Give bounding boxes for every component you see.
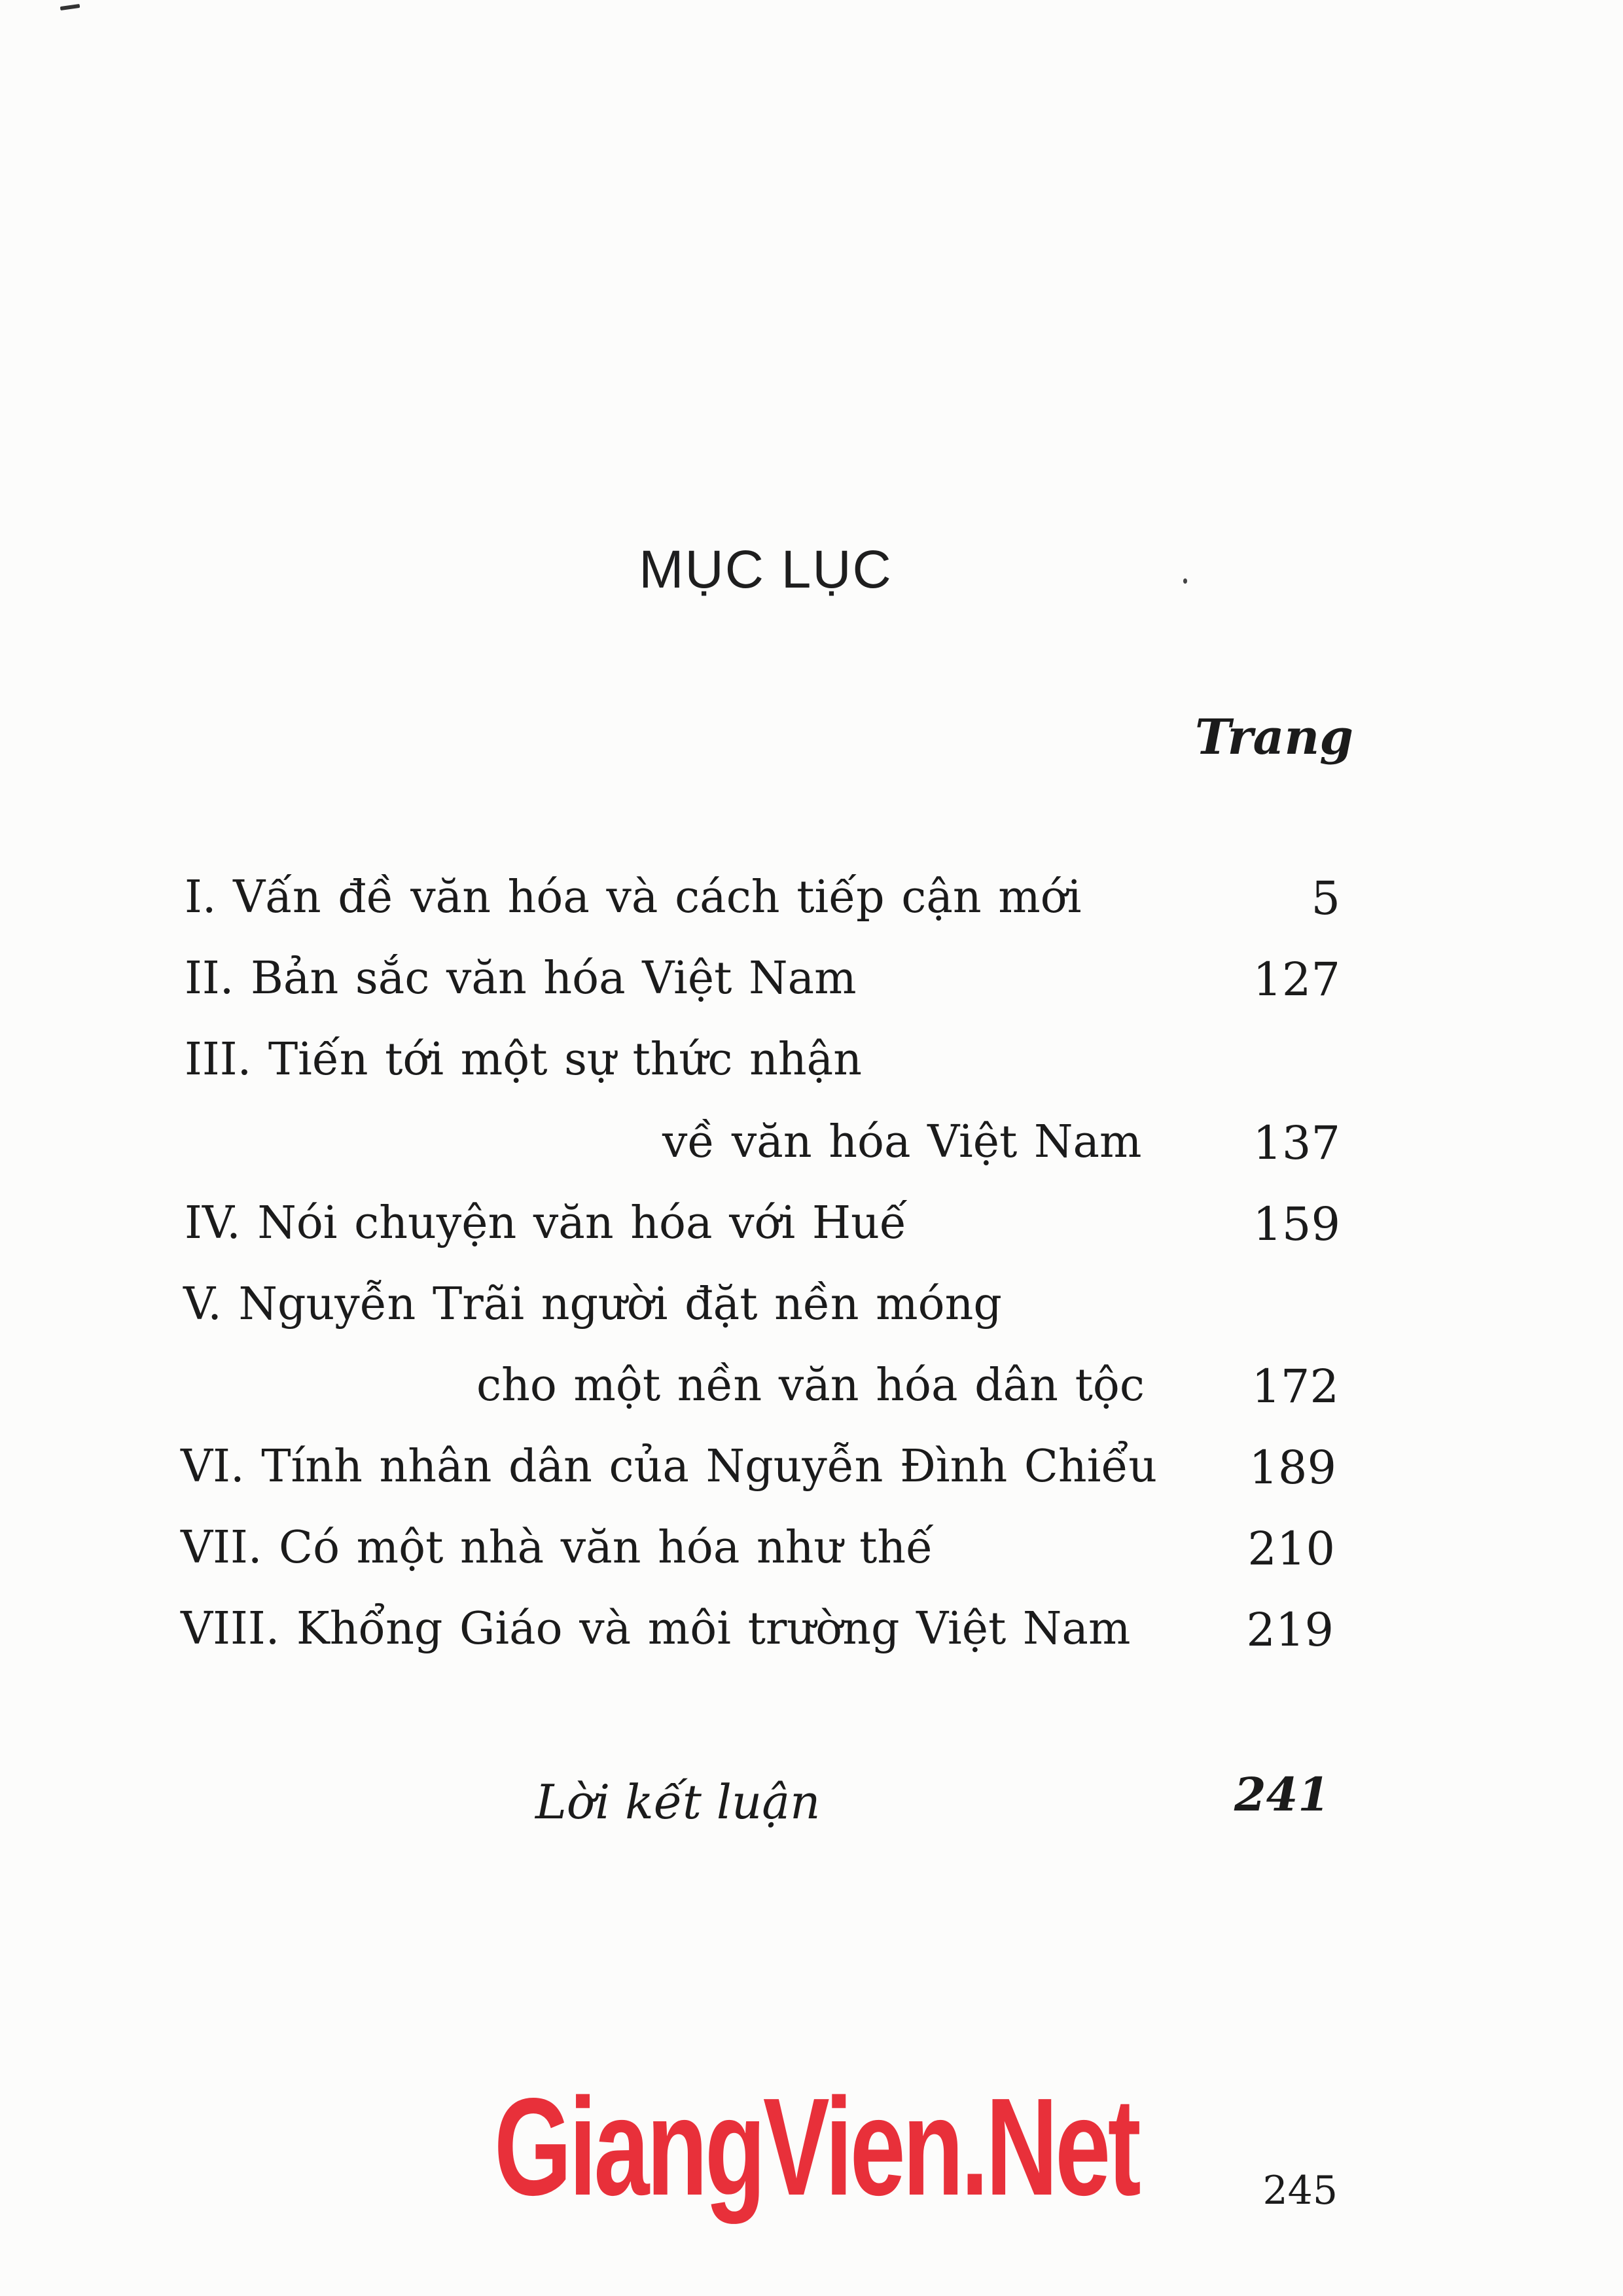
toc-entry-8-title: VIII. Khổng Giáo và môi trường Việt Nam [181, 1603, 1131, 1655]
toc-entry-7-title: VII. Có một nhà văn hóa như thế [181, 1522, 933, 1574]
toc-entry-3-title: III. Tiến tới một sự thức nhận [185, 1034, 863, 1086]
page-title: MỤC LỤC [639, 540, 893, 599]
toc-entry-4-page: 159 [1253, 1197, 1340, 1251]
toc-entry-4-title: IV. Nói chuyện văn hóa với Huế [185, 1197, 907, 1249]
scan-corner-mark [60, 4, 80, 10]
page-number: 245 [1262, 2168, 1338, 2214]
toc-entry-6-title: VI. Tính nhân dân của Nguyễn Đình Chiểu [181, 1441, 1158, 1492]
toc-entry-6-page: 189 [1249, 1441, 1336, 1494]
toc-entry-3-title-continued: về văn hóa Việt Nam [662, 1116, 1142, 1168]
toc-conclusion-title: Lời kết luận [535, 1775, 821, 1829]
toc-entry-5-page: 172 [1251, 1360, 1339, 1413]
toc-entry-2-page: 127 [1253, 953, 1340, 1006]
toc-entry-1-title: I. Vấn đề văn hóa và cách tiếp cận mới [185, 872, 1082, 923]
toc-entry-5-title: V. Nguyễn Trãi người đặt nền móng [183, 1279, 1002, 1330]
toc-entry-8-page: 219 [1246, 1603, 1334, 1657]
page-column-header: Trang [1194, 709, 1353, 766]
toc-conclusion-page: 241 [1234, 1767, 1330, 1822]
toc-entry-2-title: II. Bản sắc văn hóa Việt Nam [185, 953, 857, 1004]
toc-entry-5-title-continued: cho một nền văn hóa dân tộc [476, 1360, 1145, 1411]
toc-entry-7-page: 210 [1247, 1522, 1335, 1576]
toc-entry-3-page: 137 [1253, 1116, 1340, 1170]
watermark-logo: GiangVien.Net [494, 2069, 1139, 2224]
toc-entry-1-page: 5 [1311, 872, 1340, 925]
